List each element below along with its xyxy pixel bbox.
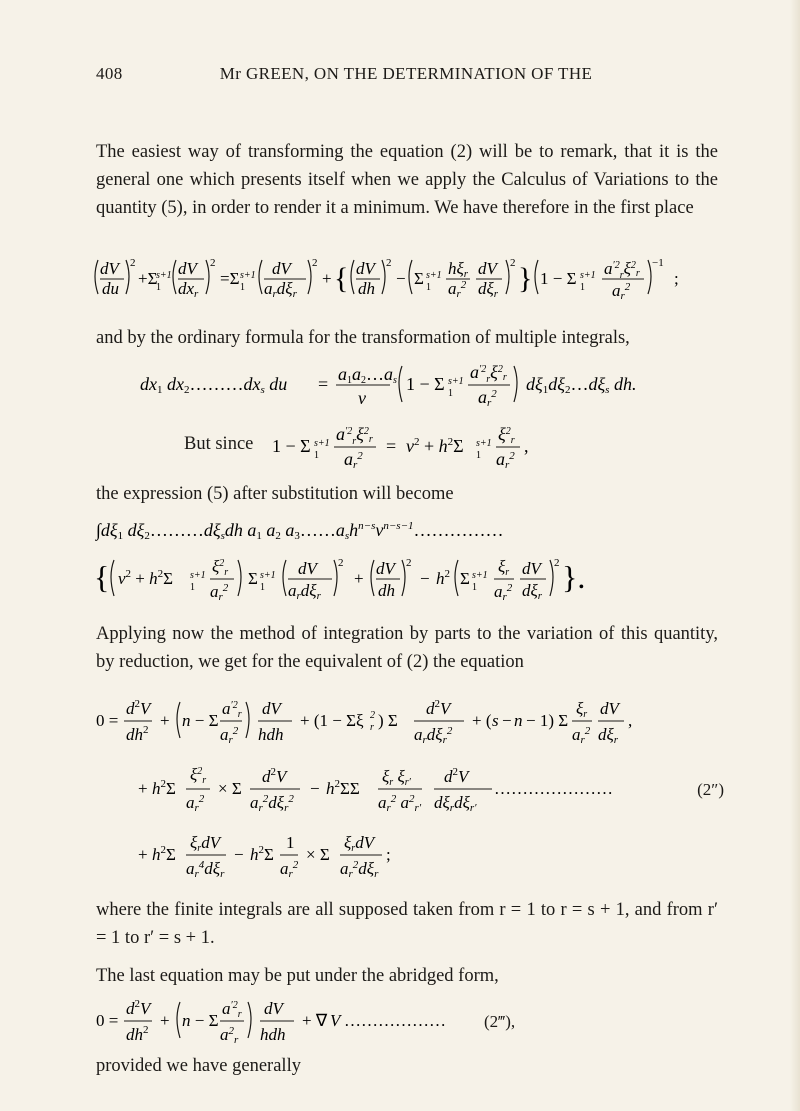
svg-text:Σ: Σ xyxy=(414,269,424,288)
svg-text:0 =: 0 = xyxy=(96,711,119,730)
svg-text:s+1: s+1 xyxy=(448,376,464,387)
svg-text:2: 2 xyxy=(130,257,136,269)
svg-text:ar2: $ar^2$ xyxy=(572,725,591,746)
svg-text:+: + xyxy=(322,269,332,288)
paragraph-6: The last equation may be put under the abridged form, xyxy=(96,966,499,986)
svg-text:h2Σ: $h^2\Sigma$ xyxy=(250,844,274,864)
svg-text:1: 1 xyxy=(286,833,295,852)
svg-text:,: , xyxy=(628,711,633,730)
but-since-lead: But since xyxy=(184,434,254,454)
paragraph-2: and by the ordinary formula for the transformation of multiple integrals, xyxy=(96,328,630,348)
svg-text:ξ2r: $\xi^2_r$ xyxy=(498,424,515,446)
svg-text:dh2: $dh^2$ xyxy=(126,724,149,744)
svg-text:a1a2…as: a1a2…as xyxy=(338,364,397,386)
paragraph-5: where the finite integrals are all supposed taken from r = 1 to r = s + 1, and from r′ = 1 to r′ = s + 1. xyxy=(96,900,718,948)
svg-text:s+1: s+1 xyxy=(580,270,596,281)
svg-text:2: 2 xyxy=(312,257,318,269)
page-edge-shadow xyxy=(790,0,800,1111)
equation-transformation xyxy=(92,358,724,410)
svg-text:ar2dξr: $ar^2d\xi r$ xyxy=(340,859,379,880)
svg-text:dV: dV xyxy=(178,259,197,278)
svg-text:1: 1 xyxy=(156,282,161,293)
svg-text:ar2: $ar^2$ xyxy=(210,582,229,603)
svg-text:s+1: s+1 xyxy=(190,570,206,581)
svg-text:ξr: ξr xyxy=(498,557,510,578)
svg-text:hξr: hξr xyxy=(448,259,469,280)
svg-text:+: + xyxy=(354,569,364,588)
svg-text:v: v xyxy=(358,388,366,408)
svg-text:=: = xyxy=(386,436,397,456)
svg-text:dV: dV xyxy=(522,559,541,578)
svg-text:ar2 a2r′: $ar^2$ $a^2_{r'}$ xyxy=(378,793,422,814)
svg-text:dV: dV xyxy=(600,699,619,718)
svg-text:h2: $h^2$ xyxy=(436,568,450,588)
equation-2pp-line-1 xyxy=(92,690,724,754)
svg-text:h2ΣΣ: $h^2\Sigma\Sigma$ xyxy=(326,778,360,798)
svg-text:d2V: $d^2V$ xyxy=(126,998,151,1018)
svg-text:=Σ: =Σ xyxy=(220,269,240,288)
paragraph-7: provided we have generally xyxy=(96,1056,301,1076)
svg-text:× Σ: × Σ xyxy=(218,779,242,798)
svg-text:dh: dh xyxy=(358,279,375,298)
equation-expression-5 xyxy=(92,512,724,548)
svg-text:Σ: Σ xyxy=(248,569,258,588)
svg-text:d2V: $d^2V$ xyxy=(262,766,287,786)
svg-text:ar2: $ar^2$ xyxy=(494,582,513,603)
running-head: Mr GREEN, ON THE DETERMINATION OF THE xyxy=(219,64,593,83)
svg-text:1 − Σ: 1 − Σ xyxy=(540,269,577,288)
svg-text:hdh: hdh xyxy=(260,1025,286,1044)
svg-text:1: 1 xyxy=(314,450,319,461)
svg-text:× Σ: × Σ xyxy=(306,845,330,864)
equation-2ppp xyxy=(92,990,724,1052)
equation-2pp-line-2 xyxy=(92,758,724,822)
svg-text:dx1 dx2………dxs du: dx1 dx2………dxs du xyxy=(140,374,288,396)
svg-text:1: 1 xyxy=(190,582,195,593)
svg-text:ar2dξr2: $ar^2d\xi r^2$ xyxy=(250,793,294,814)
svg-text:}: } xyxy=(518,262,533,295)
equation-expression-5-integrand xyxy=(92,550,724,610)
svg-text:dV: dV xyxy=(100,259,119,278)
svg-text:dV: dV xyxy=(356,259,375,278)
svg-text:) Σ: ) Σ xyxy=(378,711,398,730)
svg-text:s+1: s+1 xyxy=(260,570,276,581)
svg-text:2: 2 xyxy=(338,557,344,569)
svg-text:n − Σ: n − Σ xyxy=(182,711,219,730)
svg-text:ardξr: ardξr xyxy=(288,581,321,602)
svg-text:dh2: $dh^2$ xyxy=(126,1024,149,1044)
svg-text:dh: dh xyxy=(378,581,395,600)
svg-text:1 − Σ: 1 − Σ xyxy=(406,374,445,394)
paragraph-3: the expression (5) after substitution will become xyxy=(96,484,454,504)
svg-text:ξr ξr′: ξr ξr′ xyxy=(382,767,411,788)
svg-text:d2V: $d^2V$ xyxy=(444,766,469,786)
svg-text:;: ; xyxy=(674,269,679,288)
svg-text:a′2r: $a^{'2}_r$ xyxy=(222,699,242,720)
svg-text:dξ1dξ2…dξs dh.: dξ1dξ2…dξs dh. xyxy=(526,374,637,396)
svg-text:n − Σ: n − Σ xyxy=(182,1011,219,1030)
svg-text:Σ: Σ xyxy=(460,569,470,588)
svg-text:ar2: $ar^2$ xyxy=(280,859,299,880)
svg-text:s+1: s+1 xyxy=(476,438,492,449)
svg-text:+: + xyxy=(160,711,170,730)
svg-text:+: + xyxy=(138,779,148,798)
svg-text:ξrdV: ξrdV xyxy=(190,833,221,854)
svg-text:s+1: s+1 xyxy=(426,270,442,281)
svg-text:s+1: s+1 xyxy=(156,270,172,281)
svg-text:+ ∇: + ∇ xyxy=(302,1011,328,1030)
equation-number-2pp: (2″) xyxy=(697,780,724,799)
svg-text:ar2: $ar^2$ xyxy=(496,449,515,471)
svg-text:+: + xyxy=(160,1011,170,1030)
svg-text:ar2: $ar^2$ xyxy=(612,281,631,302)
svg-text:1: 1 xyxy=(240,282,245,293)
svg-text:−1: −1 xyxy=(652,257,664,269)
svg-text:2: 2 xyxy=(370,710,375,721)
svg-text:v2 + h2Σ: $v^2 + h^2\Sigma$ xyxy=(118,568,174,588)
equation-2pp-line-3 xyxy=(92,824,724,888)
paragraph-1: The easiest way of transforming the equation (2) will be to remark, that it is the general one which presents itself when we apply the Calculus of Variations to the quantity (5), in order to render it a minimum. We have therefore in the first place xyxy=(96,142,718,218)
svg-text:ξr: ξr xyxy=(576,699,588,720)
svg-text:dV: dV xyxy=(478,259,497,278)
svg-text:s+1: s+1 xyxy=(472,570,488,581)
equation-first-place xyxy=(92,252,724,310)
svg-text:dxr: dxr xyxy=(178,279,199,300)
svg-text:a′2rξ2r: $a^{'2}_r\xi^2_r$ xyxy=(604,259,640,281)
svg-text:ar4dξr: $ar^4d\xi r$ xyxy=(186,859,225,880)
running-header xyxy=(96,64,716,88)
svg-text:{: { xyxy=(334,262,349,295)
svg-text:2: 2 xyxy=(554,557,560,569)
svg-text:hdh: hdh xyxy=(258,725,284,744)
svg-text:,: , xyxy=(524,436,529,456)
svg-text:+: + xyxy=(138,845,148,864)
svg-text:1: 1 xyxy=(426,282,431,293)
svg-text:∫dξ1 dξ2………dξsdh a1 a2 a3……ash: ∫dξ1 dξ2………dξsdh a1 a2 $a3\dots\dots ash^{n-s}v^{n-s-1}\dots\dots\dots\dots\dots$ xyxy=(96,520,504,542)
svg-text:dV: dV xyxy=(376,559,395,578)
svg-text:;: ; xyxy=(386,845,391,864)
svg-text:−: − xyxy=(420,569,430,588)
svg-text:0 =: 0 = xyxy=(96,1011,119,1030)
svg-text:2: 2 xyxy=(386,257,392,269)
svg-text:…………………: ………………… xyxy=(494,779,613,798)
svg-text:s+1: s+1 xyxy=(314,438,330,449)
equation-number-2ppp: (2‴), xyxy=(484,1012,516,1031)
svg-text:a2r: $a^2_r$ xyxy=(220,1025,239,1046)
svg-text:−: − xyxy=(396,269,406,288)
svg-text:−: − xyxy=(234,845,244,864)
svg-text:2: 2 xyxy=(210,257,216,269)
svg-text:ar2: $ar^2$ xyxy=(344,449,363,471)
svg-text:+Σ: +Σ xyxy=(138,269,158,288)
svg-text:a′2rξ2r: $a^{'2}_r\xi^2_r$ xyxy=(336,424,373,447)
svg-text:1: 1 xyxy=(580,282,585,293)
svg-text:1: 1 xyxy=(476,450,481,461)
svg-text:ar2: $ar^2$ xyxy=(448,279,467,300)
svg-text:dV: dV xyxy=(264,999,283,1018)
svg-text:ar2: $ar^2$ xyxy=(220,725,239,746)
svg-text:2: 2 xyxy=(510,257,516,269)
svg-text:=: = xyxy=(318,374,329,394)
svg-text:ar2: $ar^2$ xyxy=(478,387,497,409)
svg-text:………………: ……………… xyxy=(344,1011,446,1030)
svg-text:a′2r: $a^{'2}_r$ xyxy=(222,999,242,1020)
svg-text:h2Σ: $h^2\Sigma$ xyxy=(152,778,176,798)
svg-text:s: s xyxy=(492,711,499,730)
equation-but-since xyxy=(92,420,724,472)
svg-text:d2V: $d^2V$ xyxy=(126,698,151,718)
svg-text:dξr: dξr xyxy=(478,279,499,300)
paragraph-4: Applying now the method of integration by parts to the variation of this quantity, by reduction, we get for the equivalent of (2) the equation xyxy=(96,624,718,672)
svg-text:ξ2r: $\xi^2_r$ xyxy=(190,765,207,786)
svg-text:du: du xyxy=(102,279,119,298)
svg-text:ardξr2: ardξr$^2$ xyxy=(414,725,453,746)
svg-text:+ (: + ( xyxy=(472,711,492,730)
svg-text:1: 1 xyxy=(448,388,453,399)
svg-text:{: { xyxy=(94,559,110,595)
svg-text:n: n xyxy=(514,711,523,730)
svg-text:h2Σ: $h^2\Sigma$ xyxy=(152,844,176,864)
svg-text:v2 + h2Σ: $v^2 + h^2\Sigma$ xyxy=(406,436,464,456)
svg-text:1: 1 xyxy=(472,582,477,593)
svg-text:dξr: dξr xyxy=(598,725,619,746)
svg-text:d2V: $d^2V$ xyxy=(426,698,451,718)
svg-text:1: 1 xyxy=(260,582,265,593)
svg-text:+ (1 − Σξ: + (1 − Σξ xyxy=(300,711,364,730)
svg-text:r: r xyxy=(370,722,374,733)
svg-text:V: V xyxy=(330,1011,341,1030)
svg-text:s+1: s+1 xyxy=(240,270,256,281)
svg-text:dV: dV xyxy=(262,699,281,718)
svg-text:dV: dV xyxy=(298,559,317,578)
svg-text:− 1) Σ: − 1) Σ xyxy=(526,711,569,730)
svg-text:−: − xyxy=(502,711,512,730)
page-number: 408 xyxy=(96,64,123,83)
svg-text:2: 2 xyxy=(406,557,412,569)
svg-text:ardξr: ardξr xyxy=(264,279,297,300)
svg-text:a′2rξ2r: $a^{'2}_r\xi^2_r$ xyxy=(470,362,507,385)
svg-text:dV: dV xyxy=(272,259,291,278)
svg-text:ξrdV: ξrdV xyxy=(344,833,375,854)
svg-text:ξ2r: $\xi^2_r$ xyxy=(212,557,229,578)
svg-text:dξrdξr′: dξrdξr′ xyxy=(434,793,477,814)
svg-text:1 − Σ: 1 − Σ xyxy=(272,436,311,456)
svg-text:ar2: $ar^2$ xyxy=(186,793,205,814)
svg-text:−: − xyxy=(310,779,320,798)
svg-text:}.: }. xyxy=(562,559,586,595)
svg-text:dξr: dξr xyxy=(522,581,543,602)
